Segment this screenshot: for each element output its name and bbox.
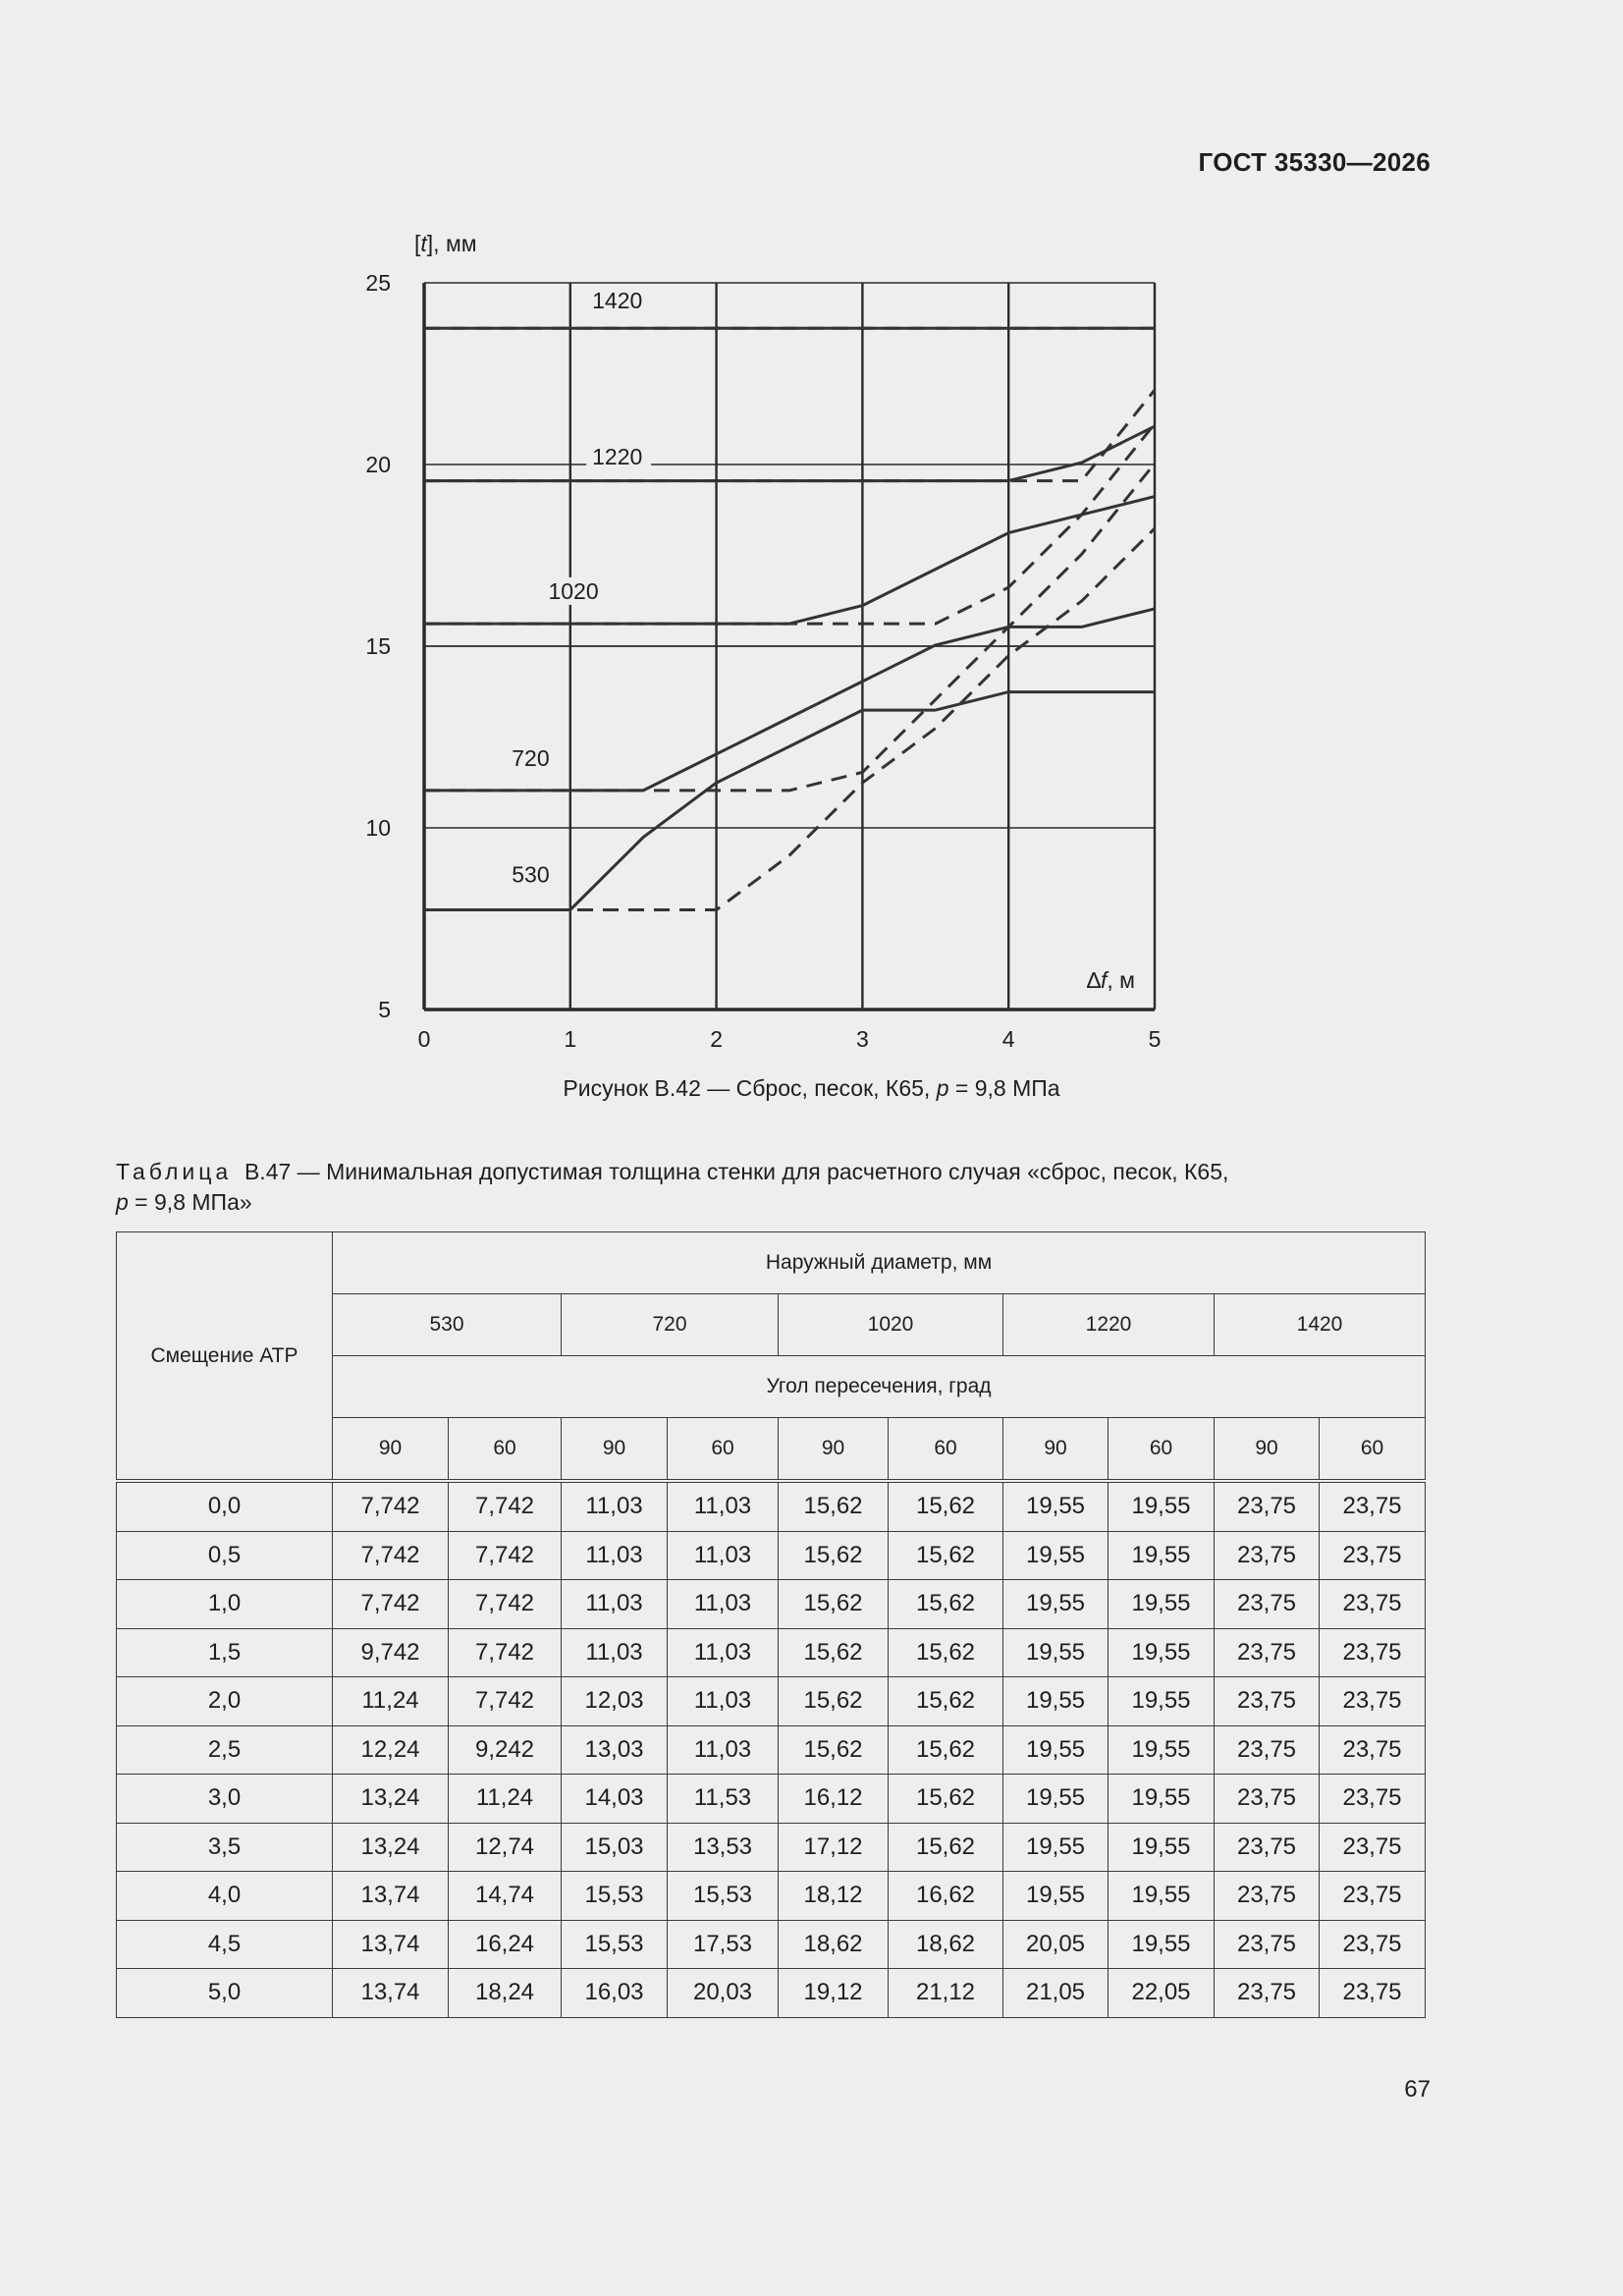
angle-value-header: 60	[1320, 1418, 1426, 1482]
x-tick-label: 4	[1001, 1026, 1015, 1052]
thickness-cell: 19,55	[1003, 1580, 1109, 1629]
thickness-cell: 15,62	[889, 1725, 1003, 1775]
row-header: Смещение АТР	[117, 1232, 333, 1482]
thickness-cell: 19,55	[1109, 1823, 1215, 1872]
thickness-cell: 13,74	[333, 1969, 449, 2018]
offset-cell: 1,5	[117, 1628, 333, 1677]
angle-value-header: 60	[1109, 1418, 1215, 1482]
thickness-cell: 7,742	[449, 1677, 562, 1726]
thickness-cell: 23,75	[1320, 1531, 1426, 1580]
thickness-cell: 18,62	[779, 1920, 889, 1969]
thickness-cell: 7,742	[449, 1481, 562, 1531]
thickness-cell: 11,03	[668, 1628, 779, 1677]
thickness-cell: 23,75	[1215, 1969, 1320, 2018]
thickness-cell: 13,53	[668, 1823, 779, 1872]
offset-cell: 2,5	[117, 1725, 333, 1775]
thickness-cell: 23,75	[1215, 1725, 1320, 1775]
thickness-cell: 15,62	[889, 1580, 1003, 1629]
thickness-cell: 11,53	[668, 1775, 779, 1824]
thickness-cell: 15,62	[779, 1531, 889, 1580]
thickness-cell: 19,12	[779, 1969, 889, 2018]
caption-p: p	[936, 1075, 949, 1101]
thickness-cell: 23,75	[1215, 1872, 1320, 1921]
thickness-cell: 13,24	[333, 1775, 449, 1824]
thickness-cell: 12,74	[449, 1823, 562, 1872]
offset-cell: 4,0	[117, 1872, 333, 1921]
group-header: Наружный диаметр, мм	[333, 1232, 1426, 1294]
series-line-1220-60	[424, 390, 1155, 481]
thickness-cell: 13,74	[333, 1920, 449, 1969]
y-tick-label: 25	[365, 270, 391, 296]
thickness-cell: 19,55	[1003, 1725, 1109, 1775]
thickness-cell: 11,03	[562, 1481, 668, 1531]
thickness-cell: 12,24	[333, 1725, 449, 1775]
thickness-cell: 11,03	[668, 1677, 779, 1726]
x-tick-label: 3	[856, 1026, 869, 1052]
x-tick-label: 1	[564, 1026, 577, 1052]
offset-cell: 3,0	[117, 1775, 333, 1824]
diameter-header: 1220	[1003, 1294, 1215, 1356]
thickness-cell: 16,03	[562, 1969, 668, 2018]
table-row	[117, 1920, 1426, 1969]
table-row	[117, 1531, 1426, 1580]
table-row	[117, 1677, 1426, 1726]
thickness-cell: 18,24	[449, 1969, 562, 2018]
table-row	[117, 1969, 1426, 2018]
thickness-cell: 19,55	[1003, 1628, 1109, 1677]
thickness-cell: 23,75	[1215, 1677, 1320, 1726]
angle-value-header: 90	[562, 1418, 668, 1482]
angle-value-header: 60	[449, 1418, 562, 1482]
table-title-label: Таблица	[116, 1159, 233, 1184]
thickness-cell: 15,53	[562, 1872, 668, 1921]
angle-header: Угол пересечения, град	[333, 1356, 1426, 1418]
offset-cell: 4,5	[117, 1920, 333, 1969]
thickness-cell: 23,75	[1215, 1823, 1320, 1872]
thickness-cell: 18,12	[779, 1872, 889, 1921]
offset-cell: 5,0	[117, 1969, 333, 2018]
caption-suffix: = 9,8 МПа	[948, 1075, 1060, 1101]
offset-cell: 0,5	[117, 1531, 333, 1580]
table-row	[117, 1775, 1426, 1824]
thickness-cell: 11,03	[668, 1725, 779, 1775]
angle-value-header: 90	[1215, 1418, 1320, 1482]
thickness-cell: 15,62	[889, 1677, 1003, 1726]
thickness-cell: 11,03	[668, 1531, 779, 1580]
thickness-cell: 9,742	[333, 1628, 449, 1677]
thickness-cell: 15,62	[779, 1725, 889, 1775]
thickness-cell: 11,03	[668, 1481, 779, 1531]
x-tick-label: 0	[417, 1026, 431, 1052]
series-label: 1020	[548, 577, 599, 604]
thickness-cell: 19,55	[1109, 1872, 1215, 1921]
thickness-cell: 22,05	[1109, 1969, 1215, 2018]
thickness-cell: 15,62	[889, 1775, 1003, 1824]
angle-value-header: 90	[1003, 1418, 1109, 1482]
angle-value-header: 60	[889, 1418, 1003, 1482]
thickness-cell: 15,62	[779, 1628, 889, 1677]
thickness-cell: 11,03	[562, 1580, 668, 1629]
thickness-table	[116, 1231, 1426, 2018]
thickness-cell: 21,12	[889, 1969, 1003, 2018]
thickness-cell: 19,55	[1109, 1628, 1215, 1677]
thickness-cell: 19,55	[1003, 1872, 1109, 1921]
thickness-cell: 19,55	[1003, 1481, 1109, 1531]
thickness-cell: 14,03	[562, 1775, 668, 1824]
y-tick-label: 5	[378, 997, 391, 1022]
thickness-cell: 23,75	[1215, 1481, 1320, 1531]
thickness-cell: 19,55	[1003, 1823, 1109, 1872]
thickness-cell: 9,242	[449, 1725, 562, 1775]
table-title-text: В.47 — Минимальная допустимая толщина стенки для расчетного случая «сброс, песок, К65,	[243, 1159, 1229, 1184]
figure-caption	[0, 1075, 1623, 1102]
table-title	[116, 1157, 1430, 1218]
thickness-cell: 13,74	[333, 1872, 449, 1921]
table-title-p: p	[116, 1189, 129, 1215]
y-tick-label: 10	[365, 815, 391, 841]
thickness-cell: 19,55	[1109, 1531, 1215, 1580]
thickness-cell: 19,55	[1003, 1531, 1109, 1580]
table-row	[117, 1725, 1426, 1775]
thickness-cell: 11,03	[562, 1628, 668, 1677]
series-line-1220-90	[424, 426, 1155, 481]
table-title-line2	[116, 1187, 1430, 1218]
thickness-cell: 13,24	[333, 1823, 449, 1872]
thickness-cell: 23,75	[1320, 1481, 1426, 1531]
document-code: ГОСТ 35330—2026	[1198, 147, 1431, 177]
offset-cell: 0,0	[117, 1481, 333, 1531]
thickness-cell: 18,62	[889, 1920, 1003, 1969]
table-row	[117, 1580, 1426, 1629]
thickness-cell: 19,55	[1109, 1580, 1215, 1629]
series-line-1020-90	[424, 497, 1155, 624]
thickness-cell: 19,55	[1109, 1775, 1215, 1824]
thickness-cell: 16,12	[779, 1775, 889, 1824]
thickness-cell: 7,742	[333, 1481, 449, 1531]
offset-cell: 1,0	[117, 1580, 333, 1629]
thickness-cell: 15,53	[562, 1920, 668, 1969]
diameter-header: 530	[333, 1294, 562, 1356]
thickness-cell: 19,55	[1003, 1677, 1109, 1726]
thickness-cell: 17,53	[668, 1920, 779, 1969]
x-tick-label: 2	[710, 1026, 723, 1052]
series-label: 1420	[592, 287, 643, 313]
thickness-cell: 15,62	[779, 1580, 889, 1629]
thickness-cell: 17,12	[779, 1823, 889, 1872]
thickness-cell: 19,55	[1109, 1725, 1215, 1775]
thickness-cell: 20,03	[668, 1969, 779, 2018]
angle-value-header: 90	[779, 1418, 889, 1482]
thickness-cell: 7,742	[333, 1580, 449, 1629]
angle-value-header: 60	[668, 1418, 779, 1482]
thickness-cell: 23,75	[1320, 1920, 1426, 1969]
thickness-cell: 23,75	[1320, 1823, 1426, 1872]
table-title-line2-rest: = 9,8 МПа»	[128, 1189, 252, 1215]
table-row	[117, 1823, 1426, 1872]
x-tick-label: 5	[1148, 1026, 1162, 1052]
thickness-cell: 23,75	[1215, 1628, 1320, 1677]
thickness-cell: 11,24	[449, 1775, 562, 1824]
thickness-cell: 19,55	[1109, 1677, 1215, 1726]
thickness-cell: 15,62	[889, 1823, 1003, 1872]
thickness-cell: 11,24	[333, 1677, 449, 1726]
series-label: 530	[512, 861, 550, 888]
thickness-cell: 12,03	[562, 1677, 668, 1726]
y-tick-label: 20	[365, 452, 391, 477]
thickness-cell: 23,75	[1320, 1969, 1426, 2018]
table-row	[117, 1872, 1426, 1921]
thickness-cell: 23,75	[1320, 1628, 1426, 1677]
thickness-cell: 19,55	[1109, 1481, 1215, 1531]
thickness-cell: 23,75	[1320, 1872, 1426, 1921]
diameter-header: 720	[562, 1294, 779, 1356]
series-label: 720	[512, 745, 550, 772]
thickness-cell: 15,62	[889, 1481, 1003, 1531]
thickness-cell: 15,62	[889, 1628, 1003, 1677]
thickness-cell: 14,74	[449, 1872, 562, 1921]
thickness-cell: 23,75	[1215, 1920, 1320, 1969]
thickness-cell: 23,75	[1320, 1725, 1426, 1775]
thickness-cell: 16,62	[889, 1872, 1003, 1921]
y-axis-label: [t], мм	[414, 231, 477, 256]
thickness-cell: 19,55	[1003, 1775, 1109, 1824]
thickness-cell: 23,75	[1215, 1580, 1320, 1629]
thickness-cell: 19,55	[1109, 1920, 1215, 1969]
thickness-cell: 15,62	[779, 1481, 889, 1531]
thickness-cell: 15,03	[562, 1823, 668, 1872]
thickness-cell: 23,75	[1215, 1531, 1320, 1580]
thickness-cell: 15,53	[668, 1872, 779, 1921]
offset-cell: 2,0	[117, 1677, 333, 1726]
thickness-cell: 11,03	[668, 1580, 779, 1629]
thickness-cell: 16,24	[449, 1920, 562, 1969]
x-axis-label: ∆f, м	[1086, 967, 1135, 993]
thickness-cell: 15,62	[889, 1531, 1003, 1580]
diameter-header: 1020	[779, 1294, 1003, 1356]
thickness-cell: 23,75	[1215, 1775, 1320, 1824]
diameter-header: 1420	[1215, 1294, 1426, 1356]
wall-thickness-chart	[353, 216, 1217, 1080]
angle-value-header: 90	[333, 1418, 449, 1482]
caption-prefix: Рисунок В.42 — Сброс, песок, К65,	[563, 1075, 937, 1101]
table-row	[117, 1628, 1426, 1677]
thickness-cell: 21,05	[1003, 1969, 1109, 2018]
thickness-cell: 7,742	[333, 1531, 449, 1580]
table-row	[117, 1481, 1426, 1531]
thickness-cell: 23,75	[1320, 1775, 1426, 1824]
thickness-cell: 7,742	[449, 1580, 562, 1629]
thickness-cell: 23,75	[1320, 1677, 1426, 1726]
offset-cell: 3,5	[117, 1823, 333, 1872]
page-number: 67	[1404, 2076, 1431, 2103]
thickness-cell: 7,742	[449, 1628, 562, 1677]
y-tick-label: 15	[365, 633, 391, 659]
thickness-cell: 7,742	[449, 1531, 562, 1580]
series-label: 1220	[592, 444, 643, 469]
thickness-cell: 11,03	[562, 1531, 668, 1580]
thickness-cell: 23,75	[1320, 1580, 1426, 1629]
thickness-cell: 13,03	[562, 1725, 668, 1775]
thickness-cell: 15,62	[779, 1677, 889, 1726]
thickness-cell: 20,05	[1003, 1920, 1109, 1969]
